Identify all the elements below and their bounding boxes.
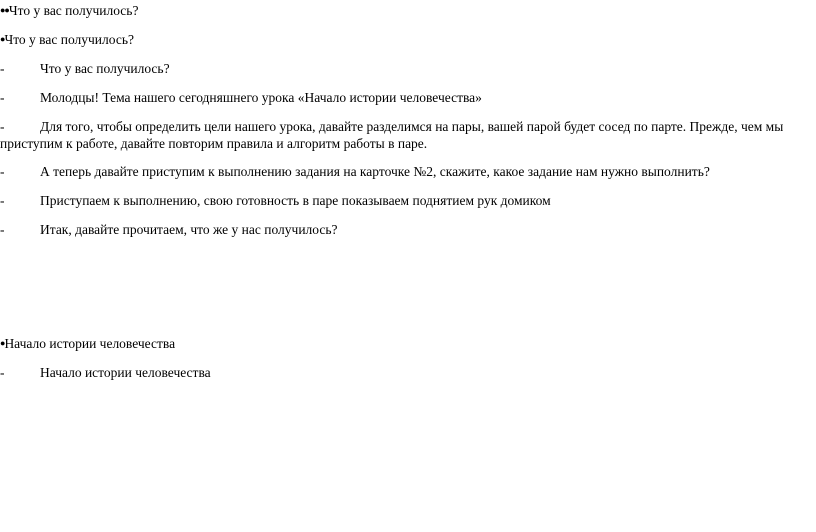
bullet-icon: ● <box>0 338 5 348</box>
double-bullet-icon: ●● <box>0 5 9 15</box>
dash-marker: - <box>0 193 5 208</box>
dialogue-item <box>0 221 800 238</box>
dialogue-item <box>0 89 800 106</box>
dialogue-text: А теперь давайте приступим к выполнению задания на карточке №2, скажите, какое задание нам нужно выполнить? <box>40 164 710 179</box>
dialogue-item <box>0 118 800 152</box>
dialogue-item <box>0 60 800 77</box>
bottom-dash-line <box>0 364 800 381</box>
bottom-heading <box>0 335 175 352</box>
dash-marker: - <box>0 119 5 134</box>
dash-marker: - <box>0 222 5 237</box>
top-line-2-text: Что у вас получилось? <box>4 32 134 47</box>
top-line-2 <box>0 31 134 48</box>
dialogue-text: Молодцы! Тема нашего сегодняшнего урока «Начало истории человечества» <box>40 90 482 105</box>
dash-marker: - <box>0 365 5 380</box>
bottom-dash-text: Начало истории человечества <box>40 365 211 380</box>
dash-marker: - <box>0 164 5 179</box>
dialogue-item <box>0 163 800 180</box>
bullet-icon: ● <box>0 34 5 44</box>
dialogue-text: Итак, давайте прочитаем, что же у нас получилось? <box>40 222 338 237</box>
dialogue-text: Что у вас получилось? <box>40 61 170 76</box>
dialogue-text: Приступаем к выполнению, свою готовность в паре показываем поднятием рук домиком <box>40 193 551 208</box>
top-line-1 <box>0 2 138 19</box>
top-line-1-text: Что у вас получилось? <box>8 3 139 18</box>
dash-marker: - <box>0 90 5 105</box>
bottom-heading-text: Начало истории человечества <box>4 336 176 351</box>
dash-marker: - <box>0 61 5 76</box>
dialogue-text: Для того, чтобы определить цели нашего урока, давайте разделимся на пары, вашей парой будет сосед по парте. Прежде, чем мы приступим к работе, давайте повторим правила и алгоритм работы в паре. <box>0 119 784 151</box>
dialogue-item <box>0 192 800 209</box>
